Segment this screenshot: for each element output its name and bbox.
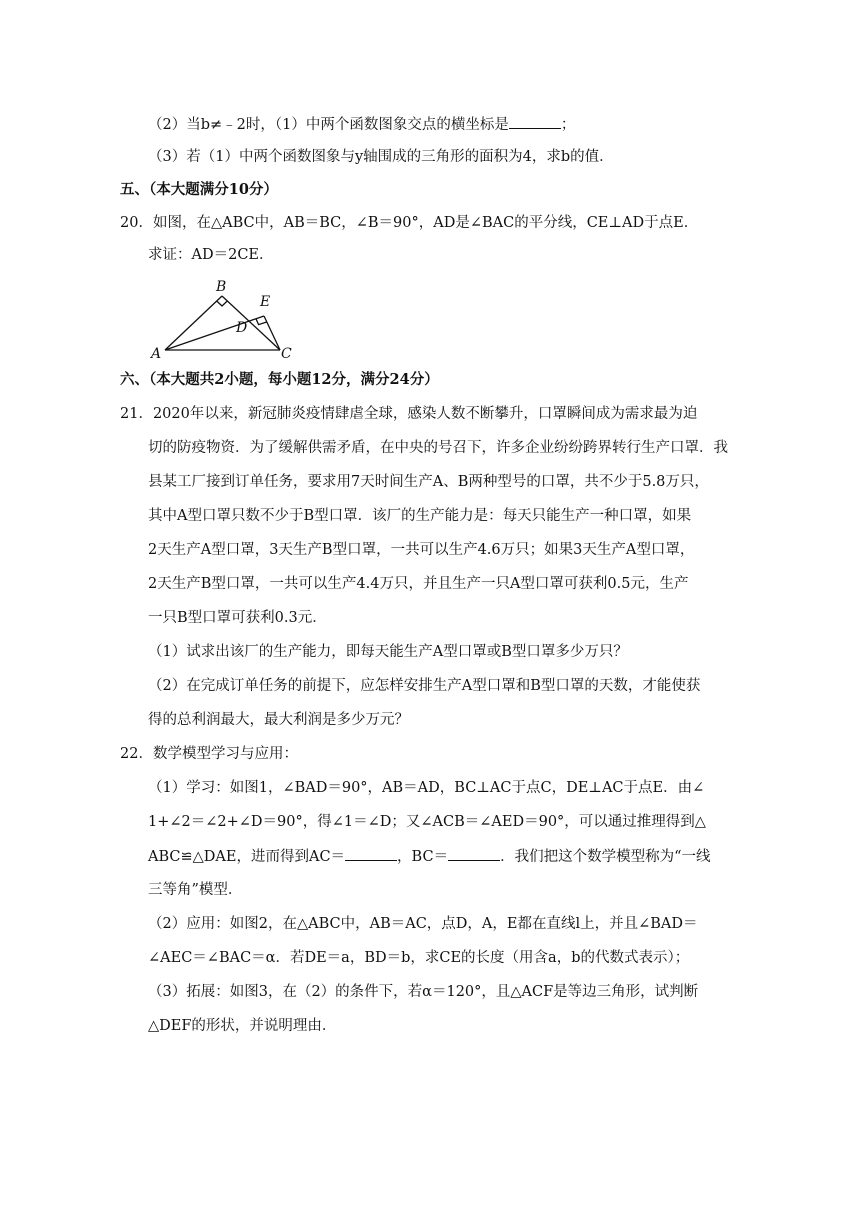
label-D: D xyxy=(236,320,248,336)
q22-line: 三等角”模型． xyxy=(148,882,243,898)
q21-line: 一只B型口罩可获利0.3元． xyxy=(148,610,327,626)
q22-line: ∠AEC＝∠BAC＝α．若DE＝a，BD＝b，求CE的长度（用含a，b的代数式表示）； xyxy=(148,950,690,966)
q22-text: ，BC＝ xyxy=(397,849,449,865)
q21-line: 县某工厂接到订单任务，要求用7天时间生产A、B两种型号的口罩，共不少于5.8万只， xyxy=(148,474,709,490)
section6-title: 六、（本大题共2小题，每小题12分，满分24分） xyxy=(120,371,439,388)
q22-line: △DEF的形状，并说明理由． xyxy=(148,1018,337,1034)
q22-line: （1）学习：如图1，∠BAD＝90°，AB＝AD，BC⊥AC于点C，DE⊥AC于点E．由∠ xyxy=(148,780,705,796)
answer-blank xyxy=(509,114,561,129)
q21-line: 其中A型口罩只数不少于B型口罩．该厂的生产能力是：每天只能生产一种口罩，如果 xyxy=(148,508,692,524)
q19-part3: （3）若（1）中两个函数图象与y轴围成的三角形的面积为4，求b的值． xyxy=(148,149,614,165)
q21-line: 切的防疫物资．为了缓解供需矛盾，在中央的号召下，许多企业纷纷跨界转行生产口罩．我 xyxy=(148,440,728,456)
q21-line: 2天生产A型口罩，3天生产B型口罩，一共可以生产4.6万只；如果3天生产A型口罩， xyxy=(148,542,695,558)
q22-line: （2）应用：如图2，在△ABC中，AB＝AC，点D，A，E都在直线l上，并且∠BAD＝ xyxy=(148,916,698,932)
segment-BC xyxy=(222,296,280,350)
segment-AE xyxy=(165,316,264,350)
triangle-figure-svg xyxy=(148,274,298,362)
q22-line-blanks xyxy=(148,846,711,867)
q19-part2-text: （2）当b≠﹣2时，（1）中两个函数图象交点的横坐标是 xyxy=(148,117,509,133)
q22-line: （3）拓展：如图3，在（2）的条件下，若α＝120°，且△ACF是等边三角形，试判断 xyxy=(148,984,699,1000)
label-E: E xyxy=(260,294,271,310)
q21-part2-cont: 得的总利润最大，最大利润是多少万元？ xyxy=(148,712,409,728)
segment-AB xyxy=(165,296,222,350)
label-A: A xyxy=(151,346,162,362)
q19-part2 xyxy=(148,114,575,135)
q21-part1: （1）试求出该厂的生产能力，即每天能生产A型口罩或B型口罩多少万只？ xyxy=(148,644,628,660)
section5-title: 五、（本大题满分10分） xyxy=(120,181,278,198)
q22-text: ．我们把这个数学模型称为“一线 xyxy=(500,849,711,865)
q22-text: ABC≌△DAE，进而得到AC＝ xyxy=(148,849,346,865)
q21-line: 2天生产B型口罩，一共可以生产4.4万只，并且生产一只A型口罩可获利0.5元，生产 xyxy=(148,576,689,592)
label-C: C xyxy=(281,346,292,362)
q21-line: 21．2020年以来，新冠肺炎疫情肆虐全球，感染人数不断攀升，口罩瞬间成为需求最为迫 xyxy=(120,406,698,422)
q21-part2: （2）在完成订单任务的前提下，应怎样安排生产A型口罩和B型口罩的天数，才能使获 xyxy=(148,678,701,694)
right-angle-mark-B xyxy=(217,301,228,306)
answer-blank xyxy=(448,846,500,861)
segment-EC xyxy=(264,316,280,350)
q20-line1: 20．如图，在△ABC中，AB＝BC，∠B＝90°，AD是∠BAC的平分线，CE⊥AD于点E． xyxy=(120,215,699,231)
q20-line2: 求证：AD＝2CE． xyxy=(148,247,274,263)
q22-title: 22．数学模型学习与应用： xyxy=(120,746,298,762)
answer-blank xyxy=(345,846,397,861)
triangle-figure xyxy=(148,274,298,362)
q22-line: 1+∠2＝∠2+∠D＝90°，得∠1＝∠D；又∠ACB＝∠AED＝90°，可以通过推理得到△ xyxy=(148,814,706,830)
label-B: B xyxy=(216,279,227,295)
q19-part2-end: ； xyxy=(560,117,576,133)
